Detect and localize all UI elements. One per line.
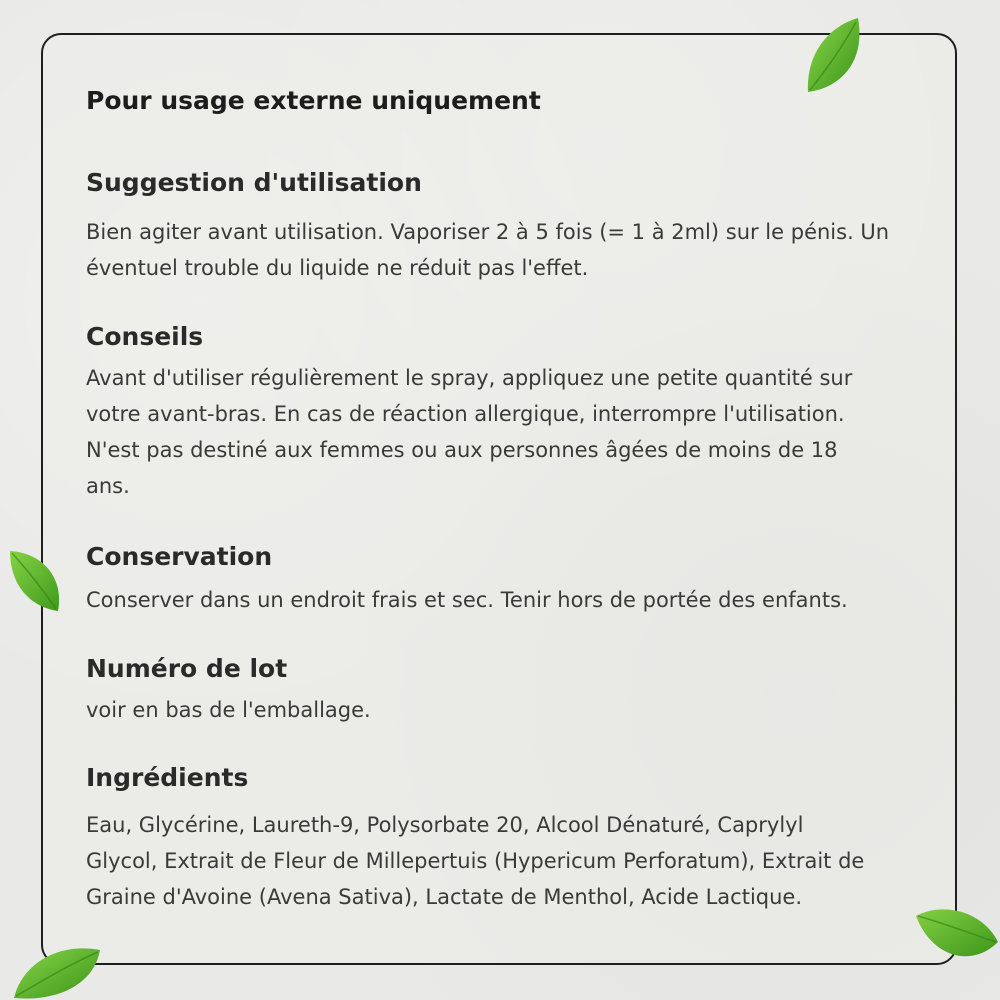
section-text-storage [86, 582, 920, 618]
text-line: Glycol, Extrait de Fleur de Millepertuis (Hypericum Perforatum), Extrait de [86, 849, 865, 873]
text-line: Conserver dans un endroit frais et sec. Tenir hors de portée des enfants. [86, 588, 848, 612]
section-heading-usage: Suggestion d'utilisation [86, 168, 422, 197]
section-heading-storage: Conservation [86, 542, 273, 571]
text-line: ans. [86, 474, 130, 498]
text-line: Bien agiter avant utilisation. Vaporiser 2 à 5 fois (= 1 à 2ml) sur le pénis. Un [86, 220, 890, 244]
section-heading-advice: Conseils [86, 322, 204, 351]
text-line: Graine d'Avoine (Avena Sativa), Lactate de Menthol, Acide Lactique. [86, 885, 803, 909]
text-line: voir en bas de l'emballage. [86, 698, 371, 722]
text-line: Eau, Glycérine, Laureth-9, Polysorbate 20, Alcool Dénaturé, Caprylyl [86, 813, 804, 837]
page-title: Pour usage externe uniquement [86, 86, 541, 115]
text-line: éventuel trouble du liquide ne réduit pas l'effet. [86, 256, 589, 280]
section-text-usage [86, 214, 920, 286]
text-line: votre avant-bras. En cas de réaction allergique, interrompre l'utilisation. [86, 402, 845, 426]
section-heading-lot-number: Numéro de lot [86, 654, 288, 683]
section-text-ingredients [86, 807, 920, 915]
section-text-lot-number [86, 692, 920, 728]
text-line: Avant d'utiliser régulièrement le spray, appliquez une petite quantité sur [86, 366, 853, 390]
section-heading-ingredients: Ingrédients [86, 763, 249, 792]
text-line: N'est pas destiné aux femmes ou aux personnes âgées de moins de 18 [86, 438, 838, 462]
section-text-advice [86, 360, 920, 504]
